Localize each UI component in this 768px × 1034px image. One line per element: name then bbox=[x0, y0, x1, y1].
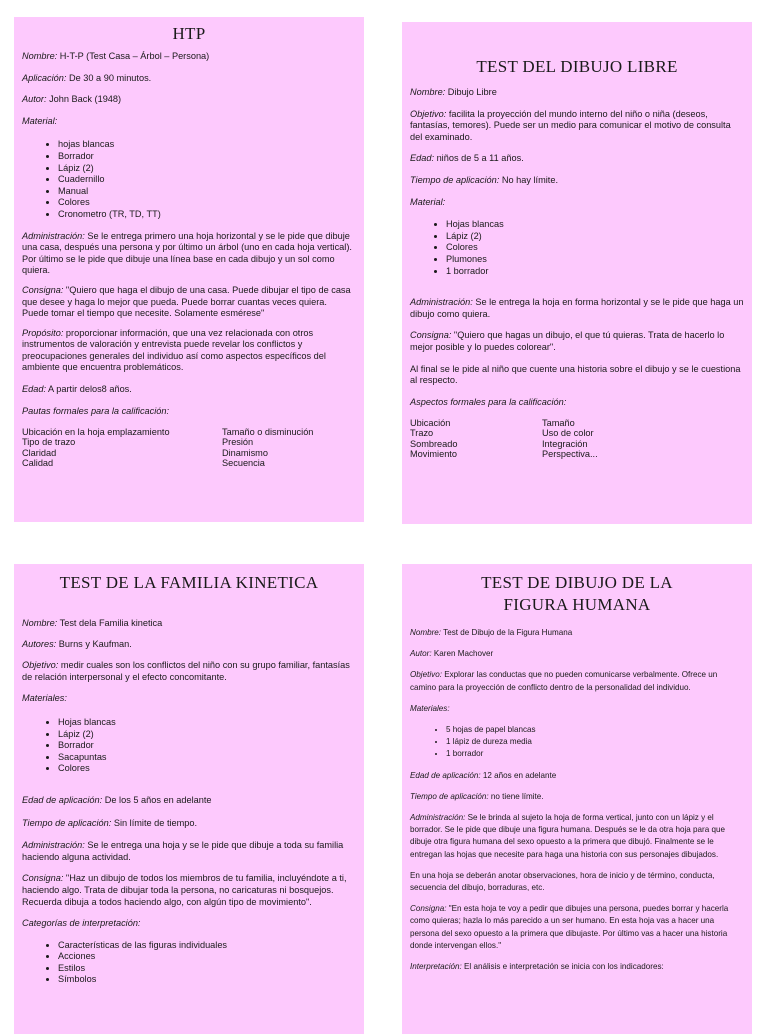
htp-aplicacion bbox=[22, 73, 356, 85]
familia-administracion-label: Administración: bbox=[22, 840, 85, 851]
htp-consigna bbox=[22, 285, 356, 320]
list-item: • Borrador bbox=[58, 151, 356, 163]
htp-pautas-label: Pautas formales para la calificación: bbox=[22, 405, 170, 416]
list-item: • Cronometro (TR, TD, TT) bbox=[58, 209, 356, 221]
humana-tiempo-label: Tiempo de aplicación: bbox=[410, 791, 489, 801]
list-item: • Símbolos bbox=[58, 974, 356, 986]
familia-categorias-list bbox=[22, 940, 356, 986]
humana-objetivo-label: Objetivo: bbox=[410, 670, 442, 680]
humana-edad-value: 12 años en adelante bbox=[480, 770, 557, 780]
list-item: Calidad bbox=[22, 457, 54, 468]
libre-objetivo-value: facilita la proyección del mundo interno del niño o niña (deseos, fantasías, temores). Puede ser un medio para comunicar el motivo de consulta del examinado. bbox=[410, 108, 731, 142]
familia-material-list bbox=[22, 717, 356, 775]
list-item: • Cuadernillo bbox=[58, 174, 356, 186]
libre-edad-value: niños de 5 a 11 años. bbox=[434, 153, 524, 164]
htp-administracion-label: Administración: bbox=[22, 230, 85, 241]
libre-consigna-value: "Quiero que hagas un dibujo, el que tú quieras. Trata de hacerlo lo mejor posible y lo puedes colorear". bbox=[410, 330, 725, 352]
humana-tiempo-value: no tiene límite. bbox=[488, 791, 544, 801]
humana-nombre-label: Nombre: bbox=[410, 628, 442, 637]
list-item: Tipo de trazo bbox=[22, 437, 76, 448]
libre-edad-label: Edad: bbox=[410, 153, 435, 164]
familia-autores-value: Burns y Kaufman. bbox=[56, 638, 132, 649]
libre-objetivo bbox=[410, 109, 744, 144]
libre-aspectos-col1 bbox=[410, 418, 542, 459]
htp-card bbox=[14, 17, 364, 522]
htp-title: HTP bbox=[172, 24, 206, 43]
list-item: • 1 borrador bbox=[446, 266, 744, 278]
humana-material-list bbox=[410, 724, 744, 761]
familia-title: TEST DE LA FAMILIA KINETICA bbox=[59, 573, 319, 592]
htp-proposito-value: proporcionar información, que una vez relacionada con otros instrumentos de valoración y entrevista puede revelar los conflictos y preocupaciones generales del individuo así como aspectos específicos del ambiente que encuentra problemáticos. bbox=[22, 327, 326, 373]
list-item: Dinamismo bbox=[222, 447, 268, 458]
htp-aplicacion-value: De 30 a 90 minutos. bbox=[66, 72, 152, 83]
libre-card bbox=[402, 22, 752, 524]
familia-objetivo-value: medir cuales son los conflictos del niño con su grupo familiar, fantasías de relación interpersonal y el efecto concomitante. bbox=[22, 660, 350, 682]
list-item: • Características de las figuras individuales bbox=[58, 940, 356, 952]
humana-objetivo bbox=[410, 669, 744, 693]
htp-consigna-value: "Quiero que haga el dibujo de una casa. Puede dibujar el tipo de casa que desee y haga lo mejor que pueda. Puede borrar cuantas veces quiera. Puede tomar el tiempo que necesite. Solamente esmérese" bbox=[22, 284, 351, 319]
familia-categorias-label: Categorías de interpretación: bbox=[22, 918, 141, 929]
list-item: • Plumones bbox=[446, 254, 744, 266]
familia-administracion bbox=[22, 840, 356, 863]
humana-interpretacion-label: Interpretación: bbox=[410, 962, 462, 972]
list-item: • Acciones bbox=[58, 951, 356, 963]
htp-nombre-value: H-T-P (Test Casa – Árbol – Persona) bbox=[57, 51, 210, 61]
familia-objetivo-label: Objetivo: bbox=[22, 660, 59, 671]
humana-tiempo bbox=[410, 791, 744, 803]
htp-administracion bbox=[22, 231, 356, 277]
libre-tiempo-label: Tiempo de aplicación: bbox=[410, 174, 500, 185]
list-item: • Hojas blancas bbox=[58, 717, 356, 729]
list-item: Perspectiva... bbox=[542, 448, 598, 459]
humana-autor-value: Karen Machover bbox=[431, 649, 494, 659]
list-item: • Manual bbox=[58, 186, 356, 198]
familia-nombre-value: Test dela Familia kinetica bbox=[57, 618, 163, 628]
htp-edad-value: A partir delos8 años. bbox=[46, 384, 132, 395]
familia-tiempo-label: Tiempo de aplicación: bbox=[22, 817, 112, 828]
list-item: Uso de color bbox=[542, 428, 594, 439]
htp-autor-label: Autor: bbox=[22, 94, 47, 105]
list-item: • 1 lápiz de dureza media bbox=[446, 736, 744, 748]
list-item: • Colores bbox=[58, 763, 356, 775]
humana-consigna bbox=[410, 903, 744, 952]
list-item: Trazo bbox=[410, 428, 434, 439]
humana-observaciones: En una hoja se deberán anotar observaciones, hora de inicio y de término, conducta, secuencia del dibujo, borraduras, etc. bbox=[410, 870, 715, 893]
familia-consigna-value: "Haz un dibujo de todos los miembros de tu familia, incluyéndote a ti, haciendo algo. Trata de dibujar toda la persona, no caricaturas ni bosquejos. Recuerda dibuja a todos haciendo algo, con algún tipo de movimiento". bbox=[22, 873, 347, 907]
list-item: Tamaño o disminución bbox=[222, 427, 314, 438]
humana-autor-label: Autor: bbox=[410, 649, 432, 659]
familia-tiempo bbox=[22, 818, 356, 830]
htp-aplicacion-label: Aplicación: bbox=[22, 72, 67, 83]
humana-title: TEST DE DIBUJO DE LA FIGURA HUMANA bbox=[481, 573, 673, 614]
list-item: Presión bbox=[222, 437, 254, 448]
htp-pautas-grid bbox=[22, 427, 356, 468]
familia-nombre bbox=[22, 618, 356, 630]
libre-final: Al final se le pide al niño que cuente una historia sobre el dibujo y se le cuestiona al respecto. bbox=[410, 363, 741, 386]
list-item: • Lápiz (2) bbox=[58, 729, 356, 741]
libre-aspectos-col2 bbox=[542, 418, 598, 459]
libre-administracion-value: Se le entrega la hoja en forma horizontal y se le pide que haga un dibujo como quiera. bbox=[410, 297, 744, 319]
familia-card bbox=[14, 564, 364, 1034]
familia-edad bbox=[22, 795, 356, 807]
libre-tiempo-value: No hay límite. bbox=[499, 174, 559, 185]
familia-objetivo bbox=[22, 660, 356, 683]
libre-nombre bbox=[410, 87, 744, 99]
libre-administracion bbox=[410, 297, 744, 320]
list-item: • Borrador bbox=[58, 740, 356, 752]
htp-edad-label: Edad: bbox=[22, 384, 47, 395]
htp-nombre-label: Nombre: bbox=[22, 51, 58, 61]
humana-autor bbox=[410, 648, 744, 660]
familia-administracion-value: Se le entrega una hoja y se le pide que dibuje a toda su familia haciendo alguna actividad. bbox=[22, 840, 344, 862]
list-item: • Colores bbox=[446, 242, 744, 254]
libre-nombre-value: Dibujo Libre bbox=[445, 87, 497, 97]
list-item: Claridad bbox=[22, 447, 57, 458]
list-item: • hojas blancas bbox=[58, 139, 356, 151]
list-item: Secuencia bbox=[222, 457, 265, 468]
htp-pautas-col2 bbox=[222, 427, 313, 468]
humana-interpretacion-value: El análisis e interpretación se inicia con los indicadores: bbox=[461, 962, 664, 972]
htp-pautas-col1 bbox=[22, 427, 222, 468]
libre-aspectos-label: Aspectos formales para la calificación: bbox=[410, 396, 567, 407]
htp-autor-value: John Back (1948) bbox=[46, 94, 122, 105]
htp-material-list bbox=[22, 139, 356, 220]
htp-proposito bbox=[22, 328, 356, 374]
familia-consigna-label: Consigna: bbox=[22, 873, 64, 884]
humana-objetivo-value: Explorar las conductas que no pueden comunicarse verbalmente. Ofrece un camino para la proyección de conflicto dentro de la personalidad del individuo. bbox=[410, 670, 718, 692]
humana-interpretacion bbox=[410, 961, 744, 973]
libre-administracion-label: Administración: bbox=[410, 297, 473, 308]
familia-consigna bbox=[22, 873, 356, 908]
familia-edad-label: Edad de aplicación: bbox=[22, 794, 103, 805]
libre-edad bbox=[410, 153, 744, 165]
libre-tiempo bbox=[410, 175, 744, 187]
list-item: Tamaño bbox=[542, 418, 575, 429]
familia-nombre-label: Nombre: bbox=[22, 618, 58, 628]
humana-edad-label: Edad de aplicación: bbox=[410, 770, 481, 780]
humana-card bbox=[402, 564, 752, 1034]
list-item: • Sacapuntas bbox=[58, 752, 356, 764]
familia-materiales-label: Materiales: bbox=[22, 693, 67, 704]
libre-title: TEST DEL DIBUJO LIBRE bbox=[476, 57, 678, 76]
list-item: Ubicación en la hoja emplazamiento bbox=[22, 427, 170, 438]
htp-edad bbox=[22, 384, 356, 396]
list-item: • 1 borrador bbox=[446, 748, 744, 760]
libre-aspectos-grid bbox=[410, 418, 744, 459]
list-item: Movimiento bbox=[410, 448, 457, 459]
list-item: • Lápiz (2) bbox=[58, 163, 356, 175]
libre-material-label: Material: bbox=[410, 196, 446, 207]
list-item: • Colores bbox=[58, 197, 356, 209]
htp-proposito-label: Propósito: bbox=[22, 327, 64, 338]
list-item: Sombreado bbox=[410, 438, 458, 449]
familia-edad-value: De los 5 años en adelante bbox=[102, 794, 212, 805]
humana-administracion bbox=[410, 812, 744, 861]
humana-administracion-value: Se le brinda al sujeto la hoja de forma vertical, junto con un lápiz y el borrador. Se le pide que dibuje una figura humana. Después se le da otra hoja para que dibuje otra figura humana del sexo opuesto a la primera que dibujó. Finalmente se le entregan las hojas que necesite para haga una historia con sus personajes dibujados. bbox=[410, 813, 725, 859]
libre-objetivo-label: Objetivo: bbox=[410, 108, 447, 119]
libre-material-list bbox=[410, 219, 744, 277]
htp-nombre bbox=[22, 51, 356, 63]
list-item: • Lápiz (2) bbox=[446, 231, 744, 243]
htp-material-label: Material: bbox=[22, 115, 58, 126]
humana-consigna-label: Consigna: bbox=[410, 904, 447, 914]
familia-tiempo-value: Sin límite de tiempo. bbox=[111, 817, 198, 828]
humana-edad bbox=[410, 770, 744, 782]
familia-autores bbox=[22, 639, 356, 651]
libre-consigna-label: Consigna: bbox=[410, 330, 452, 341]
list-item: • 5 hojas de papel blancas bbox=[446, 724, 744, 736]
humana-nombre bbox=[410, 627, 744, 639]
humana-consigna-value: "En esta hoja te voy a pedir que dibujes una persona, puedes borrar y hacerla como quieras; hazla lo más parecido a un ser humano. En esta hoja vas a hacer una persona del sexo opuesto a la primera que dibujaste. Por último vas a hacer una historia donde intervengan ellos." bbox=[410, 904, 729, 950]
htp-autor bbox=[22, 94, 356, 106]
list-item: Ubicación bbox=[410, 418, 451, 429]
htp-consigna-label: Consigna: bbox=[22, 284, 64, 295]
familia-autores-label: Autores: bbox=[22, 638, 57, 649]
list-item: • Hojas blancas bbox=[446, 219, 744, 231]
list-item: • Estilos bbox=[58, 963, 356, 975]
htp-administracion-value: Se le entrega primero una hoja horizontal y se le pide que dibuje una casa, después una persona y por último un árbol (uno en cada hoja vertical). Por último se le pide que dibuje una línea base en cada dibujo y un sol como quiera. bbox=[22, 230, 352, 276]
humana-administracion-label: Administración: bbox=[410, 813, 466, 823]
libre-consigna bbox=[410, 330, 744, 353]
humana-nombre-value: Test de Dibujo de la Figura Humana bbox=[441, 628, 573, 637]
humana-materiales-label: Materiales: bbox=[410, 703, 450, 713]
list-item: Integración bbox=[542, 438, 588, 449]
libre-nombre-label: Nombre: bbox=[410, 87, 446, 97]
